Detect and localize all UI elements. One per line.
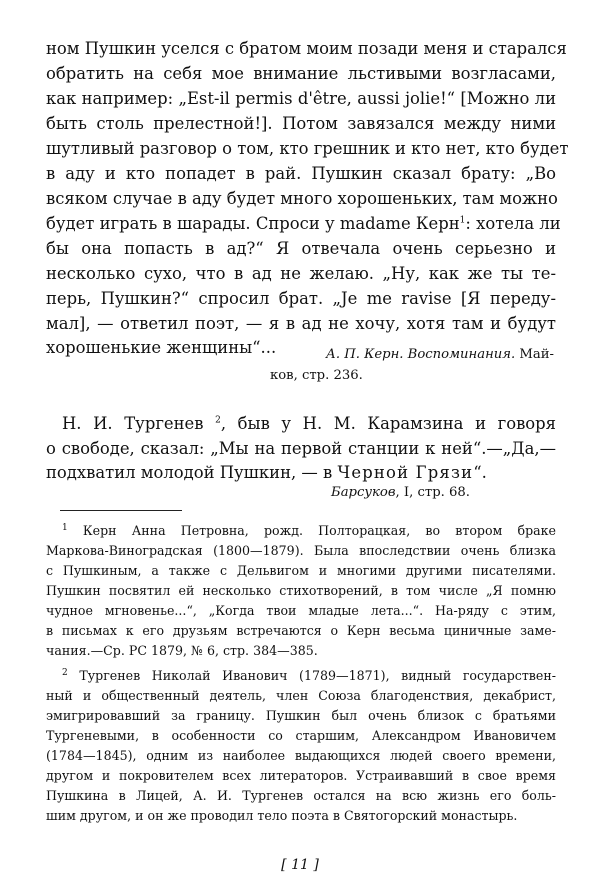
text-segment: “. <box>473 463 487 482</box>
text-segment: будет играть в шарады. Спроси у madame Керн <box>46 214 460 233</box>
person-name: Н. И. Тургенев <box>62 414 204 433</box>
footnote-divider <box>60 510 182 511</box>
text-line: бы она попасть в ад?“ Я отвечала очень серьезно и <box>46 239 556 258</box>
citation-reference: , I, стр. 68. <box>395 485 470 500</box>
text-line <box>46 213 561 235</box>
source-citation <box>331 483 470 503</box>
source-citation <box>326 345 554 365</box>
footnote-line: чания.—Ср. PC 1879, № 6, стр. 384—385. <box>46 643 318 658</box>
text-segment: подхватил молодой Пушкин, — в <box>46 463 338 482</box>
footnote-line: эмигрировавший за границу. Пушкин был очень близок с братьями <box>46 708 556 723</box>
text-line: несколько сухо, что в ад не желаю. „Ну, как же ты те- <box>46 264 556 283</box>
footnote-number: 1 <box>62 522 68 533</box>
footnote-mark: 2 <box>215 415 221 426</box>
text-line: ном Пушкин уселся с братом моим позади меня и старался <box>46 39 567 58</box>
text-line: в аду и кто попадет в рай. Пушкин сказал брату: „Во <box>46 164 556 183</box>
footnote-line: с Пушкиным, а также с Дельвигом и многими другими писателями. <box>46 563 556 578</box>
footnote-text: Тургенев Николай Иванович (1789—1871), видный государствен- <box>67 668 556 683</box>
text-segment: , быв у Н. М. Карамзина и говоря <box>220 414 556 433</box>
text-line: о свободе, сказал: „Мы на первой станции к ней“.—„Да,— <box>46 439 556 458</box>
text-line: обратить на себя мое внимание льстивыми возгласами, <box>46 64 556 83</box>
text-line: перь, Пушкин?“ спросил брат. „Je me ravise [Я переду- <box>46 289 556 308</box>
footnote-mark: 1 <box>459 215 466 226</box>
footnote-line: другом и покровителем всех литераторов. Устраивавший в свое время <box>46 768 556 783</box>
citation-author-work: А. П. Керн. Воспоминания. <box>325 347 516 362</box>
text-line: всяком случае в аду будет много хорошеньких, там можно <box>46 189 558 208</box>
citation-publisher: Май- <box>515 347 554 362</box>
text-segment: : хотела ли <box>465 214 561 233</box>
text-line: быть столь прелестной!]. Потом завязался между ними <box>46 114 556 133</box>
citation-author: Барсуков <box>331 485 396 500</box>
footnote-line: Пушкина в Лицей, А. И. Тургенев остался на всю жизнь его боль- <box>46 788 556 803</box>
page-number: [ 11 ] <box>281 857 319 873</box>
text-line: как например: „Est-il permis d'être, aussi jolie!“ [Можно ли <box>46 89 556 108</box>
footnote-number: 2 <box>62 667 68 678</box>
footnote-line <box>62 666 556 685</box>
text-line: хорошенькие женщины“... <box>46 338 277 357</box>
citation-continuation: ков, стр. 236. <box>270 368 363 383</box>
footnote-line: шим другом, и он же проводил тело поэта в Святогорский монастырь. <box>46 808 518 823</box>
footnote-line: Тургеневыми, в особенности со старшим, Александром Ивановичем <box>46 728 556 743</box>
footnote-line: ный и общественный деятель, член Союза благоденствия, декабрист, <box>46 688 556 703</box>
footnote-line: в письмах к его друзьям встречаются о Керн весьма циничные заме- <box>46 623 556 638</box>
footnote-line: Маркова-Виноградская (1800—1879). Была впоследствии очень близка <box>46 543 556 558</box>
footnote-line <box>62 521 556 540</box>
footnote-text: Керн Анна Петровна, рожд. Полторацкая, во втором браке <box>67 523 556 538</box>
text-line <box>46 462 556 484</box>
emphasized-place-name: Черной Грязи <box>337 463 474 482</box>
footnote-line: Пушкин посвятил ей несколько стихотворений, в том числе „Я помню <box>46 583 556 598</box>
footnote-line: чудное мгновенье...“, „Когда твои младые лета...“. На-ряду с этим, <box>46 603 556 618</box>
text-line: мал], — ответил поэт, — я в ад не хочу, хотя там и будут <box>46 314 556 333</box>
text-line <box>62 413 556 435</box>
footnote-line: (1784—1845), одним из наиболее выдающихся людей своего времени, <box>46 748 556 763</box>
text-line: шутливый разговор о том, кто грешник и кто нет, кто будет <box>46 139 569 158</box>
